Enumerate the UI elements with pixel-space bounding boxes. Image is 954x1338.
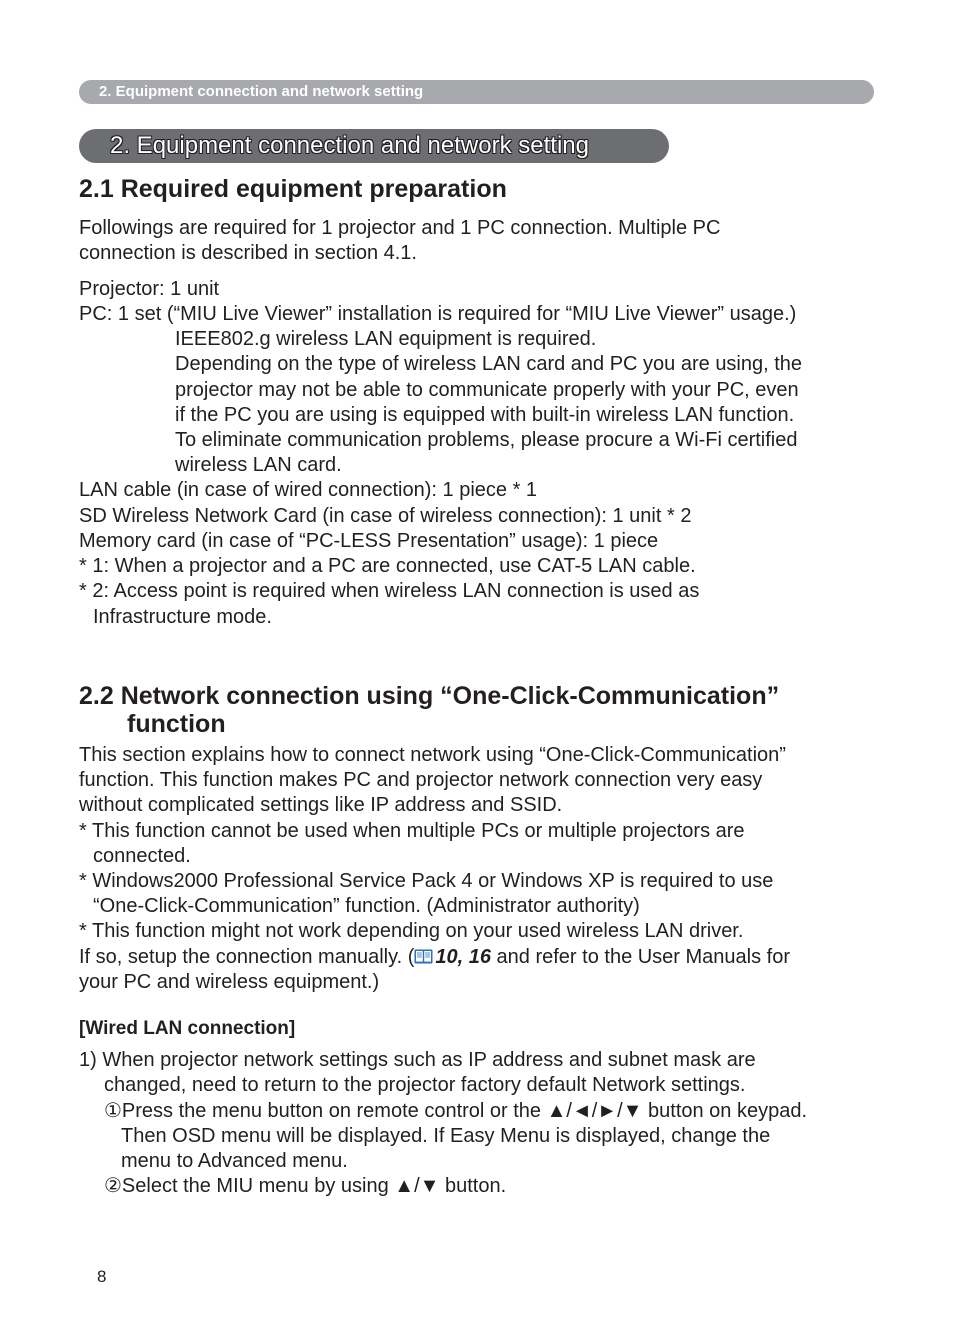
body-line: function. This function makes PC and projector network connection very easy <box>79 769 763 791</box>
footnote-line: Infrastructure mode. <box>93 606 272 628</box>
step-line: 1) When projector network settings such as IP address and subnet mask are <box>79 1049 756 1071</box>
chapter-title: 2. Equipment connection and network setting <box>79 129 669 163</box>
substep-line: menu to Advanced menu. <box>121 1150 348 1172</box>
body-line: This section explains how to connect network using “One-Click-Communication” <box>79 744 786 766</box>
note-line: “One-Click-Communication” function. (Administrator authority) <box>93 895 640 917</box>
requirement-line: wireless LAN card. <box>175 454 342 476</box>
note-line: * Windows2000 Professional Service Pack 4 or Windows XP is required to use <box>79 870 774 892</box>
requirement-line: To eliminate communication problems, please procure a Wi-Fi certified <box>175 429 798 451</box>
requirement-line: Depending on the type of wireless LAN card and PC you are using, the <box>175 353 803 375</box>
wired-lan-heading: [Wired LAN connection] <box>79 1018 296 1039</box>
intro-line: Followings are required for 1 projector and 1 PC connection. Multiple PC <box>79 217 721 239</box>
body-line: your PC and wireless equipment.) <box>79 971 380 993</box>
substep-line: Then OSD menu will be displayed. If Easy Menu is displayed, change the <box>121 1125 771 1147</box>
requirement-line: PC: 1 set (“MIU Live Viewer” installation is required for “MIU Live Viewer” usage.) <box>79 303 797 325</box>
requirement-line: if the PC you are using is equipped with built-in wireless LAN function. <box>175 404 795 426</box>
page-reference-link[interactable]: 10, 16 <box>435 946 491 968</box>
body-line: without complicated settings like IP address and SSID. <box>79 794 563 816</box>
running-header: 2. Equipment connection and network setting <box>79 80 874 104</box>
manual-prefix: If so, setup the connection manually. ( <box>79 946 415 968</box>
substep-line: ②Select the MIU menu by using ▲/▼ button. <box>104 1175 507 1197</box>
section-heading-2-1: 2.1 Required equipment preparation <box>79 175 507 203</box>
requirement-line: Projector: 1 unit <box>79 278 220 300</box>
manual-setup-line <box>79 945 790 970</box>
section-heading-2-2: 2.2 Network connection using “One-Click-Communication” <box>79 682 780 710</box>
requirement-line: LAN cable (in case of wired connection): 1 piece * 1 <box>79 479 538 501</box>
requirement-line: IEEE802.g wireless LAN equipment is required. <box>175 328 597 350</box>
manual-suffix: and refer to the User Manuals for <box>490 946 791 968</box>
book-reference-icon <box>414 949 433 964</box>
note-line: connected. <box>93 845 191 867</box>
footnote-line: * 2: Access point is required when wireless LAN connection is used as <box>79 580 700 602</box>
requirement-line: Memory card (in case of “PC-LESS Presentation” usage): 1 piece <box>79 530 659 552</box>
page-number: 8 <box>97 1267 107 1286</box>
step-line: changed, need to return to the projector factory default Network settings. <box>104 1074 746 1096</box>
note-line: * This function might not work depending on your used wireless LAN driver. <box>79 920 744 942</box>
requirement-line: projector may not be able to communicate properly with your PC, even <box>175 379 799 401</box>
note-line: * This function cannot be used when multiple PCs or multiple projectors are <box>79 820 745 842</box>
section-heading-2-2-cont: function <box>127 710 226 738</box>
footnote-line: * 1: When a projector and a PC are connected, use CAT-5 LAN cable. <box>79 555 696 577</box>
substep-line: ①Press the menu button on remote control or the ▲/◄/►/▼ button on keypad. <box>104 1100 808 1122</box>
intro-line: connection is described in section 4.1. <box>79 242 417 264</box>
requirement-line: SD Wireless Network Card (in case of wireless connection): 1 unit * 2 <box>79 505 692 527</box>
